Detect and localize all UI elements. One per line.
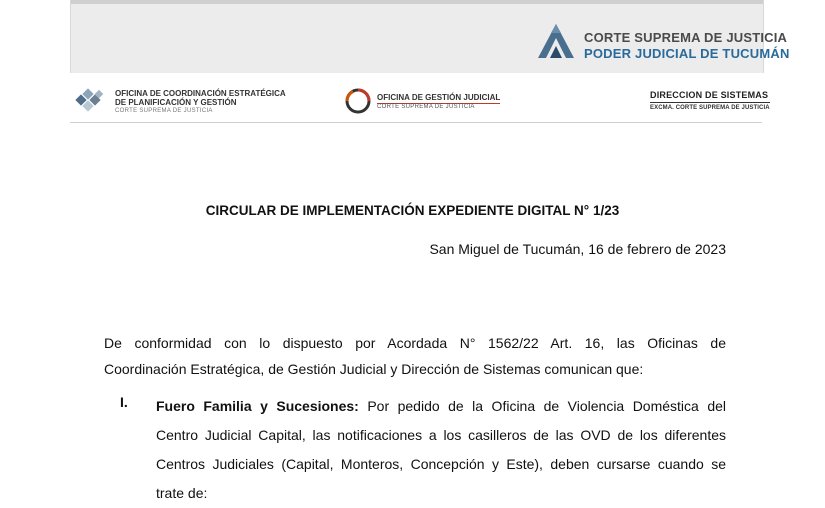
item-line-3: Centros Judiciales (Capital, Monteros, Concepción y Este), deben cursarse cuando se	[156, 456, 726, 472]
item-line-1	[156, 392, 726, 421]
direccion-sistemas-wordmark	[650, 90, 770, 111]
ogj-subtitle: CORTE SUPREMA DE JUSTICIA	[377, 104, 475, 110]
document-date: San Miguel de Tucumán, 16 de febrero de 2023	[429, 241, 726, 257]
oficina-gestion-judicial-wordmark	[377, 93, 500, 110]
item-line-4: trate de:	[156, 485, 208, 501]
oficina-gestion-judicial-logo-icon	[345, 88, 371, 114]
item-line-2: Centro Judicial Capital, las notificaciones a los casilleros de las OVD de los diferentes	[156, 427, 726, 443]
intro-paragraph	[104, 330, 726, 382]
oce-line-2: DE PLANIFICACIÓN Y GESTIÓN	[115, 98, 237, 107]
oficina-coordinacion-logo-icon	[75, 87, 105, 113]
csj-line-1: CORTE SUPREMA DE JUSTICIA	[584, 30, 788, 45]
item-line-1-rest: Por pedido de la Oficina de Violencia Doméstica del	[358, 398, 726, 414]
item-number: I.	[120, 394, 128, 410]
intro-line-2: Coordinación Estratégica, de Gestión Judicial y Dirección de Sistemas comunican que:	[104, 361, 644, 377]
item-bold-label: Fuero Familia y Sucesiones:	[156, 398, 359, 414]
banner-top-line	[71, 0, 763, 4]
oce-line-1: OFICINA DE COORDINACIÓN ESTRATÉGICA	[115, 89, 286, 98]
item-paragraph	[156, 392, 726, 508]
ds-subtitle: EXCMA. CORTE SUPREMA DE JUSTICIA	[650, 105, 770, 111]
intro-line-1: De conformidad con lo dispuesto por Acordada N° 1562/22 Art. 16, las Oficinas de	[104, 335, 726, 351]
ds-title: DIRECCION DE SISTEMAS	[650, 90, 770, 103]
ogj-title: OFICINA DE GESTIÓN JUDICIAL	[377, 93, 501, 102]
oce-line-3: CORTE SUPREMA DE JUSTICIA	[115, 108, 213, 114]
corte-suprema-logo-icon	[536, 20, 576, 60]
csj-line-2: PODER JUDICIAL DE TUCUMÁN	[584, 46, 790, 61]
oficina-coordinacion-wordmark	[115, 89, 286, 116]
corte-suprema-wordmark	[584, 30, 790, 62]
document-title: CIRCULAR DE IMPLEMENTACIÓN EXPEDIENTE DIGITAL N° 1/23	[205, 203, 620, 218]
